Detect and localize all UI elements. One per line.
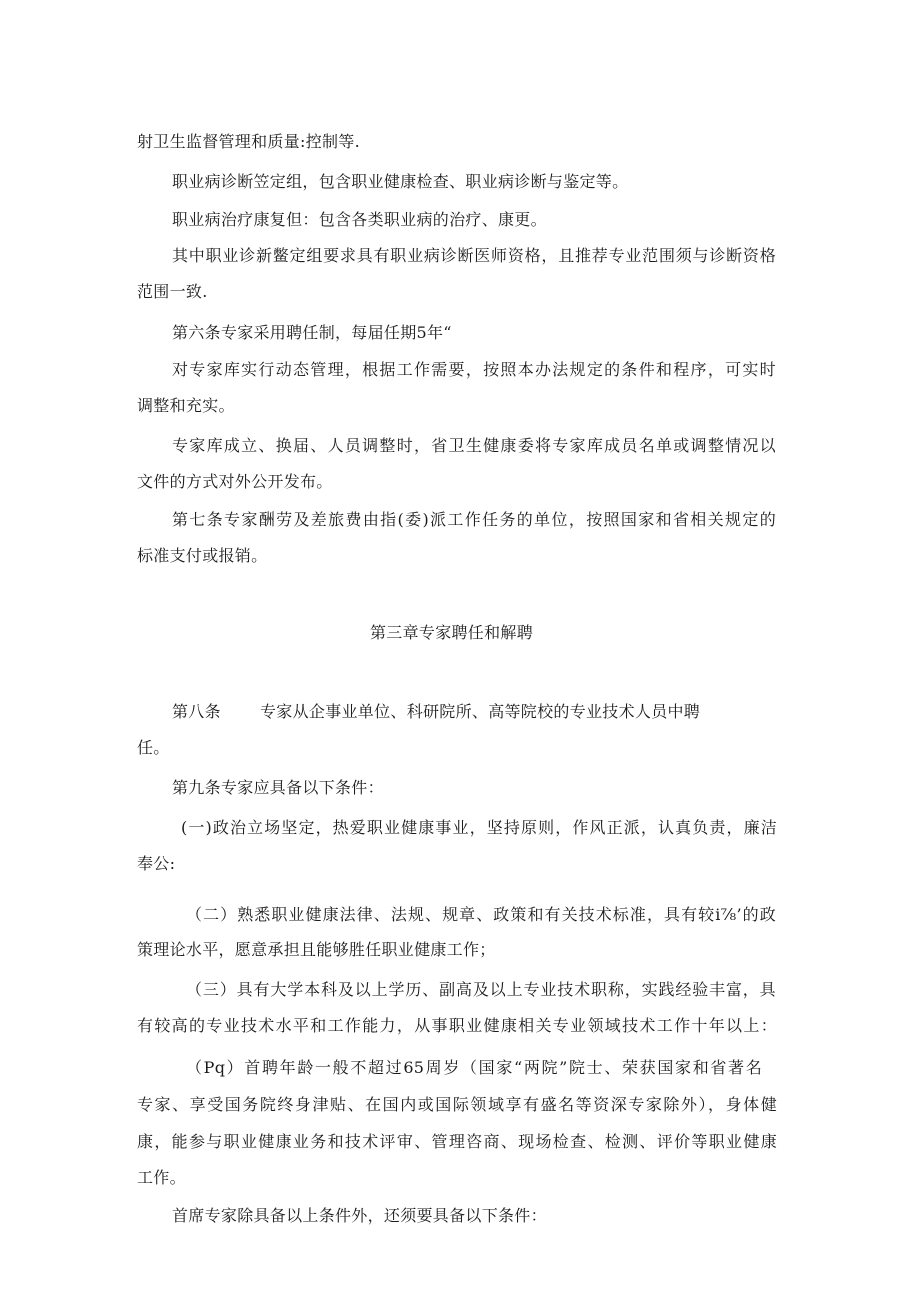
- text-line: 调整和充实。: [137, 396, 235, 415]
- condition-3: （三）具有大学本科及以上学历、副高及以上专业技术职称，实践经验丰富，具: [186, 980, 776, 999]
- text-line: 范围一致.: [137, 282, 208, 301]
- article-6: 第六条专家采用聘任制，每届任期5年“: [172, 323, 452, 342]
- chapter-heading: 第三章专家聘任和解聘: [370, 623, 534, 642]
- text-line: 首席专家除具备以上条件外，还须要具备以下条件：: [172, 1206, 547, 1225]
- text-line: 文件的方式对外公开发布。: [137, 472, 333, 491]
- text-line: 奉公:: [137, 854, 176, 873]
- text-line: 其中职业诊新鳖定组要求具有职业病诊断医师资格，且推荐专业范围须与诊断资格: [172, 246, 776, 265]
- text-line: 职业病治疗康复但：包含各类职业病的治疗、康更。: [172, 210, 547, 229]
- condition-1: (一)政治立场坚定，热爱职业健康事业，坚持原则，作风正派，认真负责，廉洁: [181, 818, 777, 837]
- condition-2: （二）熟悉职业健康法律、法规、规章、政策和有关技术标准，具有较i⅞’的政: [186, 905, 776, 924]
- condition-4: （Pq）首聘年龄一般不超过65周岁（国家“两院”院士、荣获国家和省著名: [186, 1058, 762, 1077]
- text-line: 标准支付或报销。: [137, 546, 268, 565]
- article-7: 第七条专家酬劳及差旅费由指(委)派工作任务的单位，按照国家和省相关规定的: [172, 510, 776, 529]
- article-9: 第九条专家应具备以下条件：: [172, 778, 384, 797]
- text-line: 射卫生监督管理和质量:控制等.: [137, 132, 360, 151]
- text-line: 专家、享受国务院终身津贴、在国内或国际领域享有盛名等资深专家除外），身体健: [137, 1095, 777, 1114]
- article-8-label: 第八条: [172, 702, 221, 721]
- text-line: 策理论水平，愿意承担且能够胜任职业健康工作；: [137, 940, 496, 959]
- article-8-text: 专家从企事业单位、科研院所、高等院校的专业技术人员中聘: [260, 702, 701, 721]
- text-line: 有较高的专业技术水平和工作能力，从事职业健康相关专业领域技术工作十年以上：: [137, 1016, 777, 1035]
- text-line: 对专家库实行动态管理，根据工作需要，按照本办法规定的条件和程序，可实时: [172, 360, 776, 379]
- text-line: 康，能参与职业健康业务和技术评审、管理咨商、现场检查、检测、评价等职业健康: [137, 1132, 777, 1151]
- text-line: 职业病诊断笠定组，包含职业健康检查、职业病诊断与鉴定等。: [172, 172, 629, 191]
- text-line: 任。: [137, 738, 170, 757]
- text-line: 工作。: [137, 1168, 186, 1187]
- text-line: 专家库成立、换届、人员调整时，省卫生健康委将专家库成员名单或调整情况以: [172, 436, 776, 455]
